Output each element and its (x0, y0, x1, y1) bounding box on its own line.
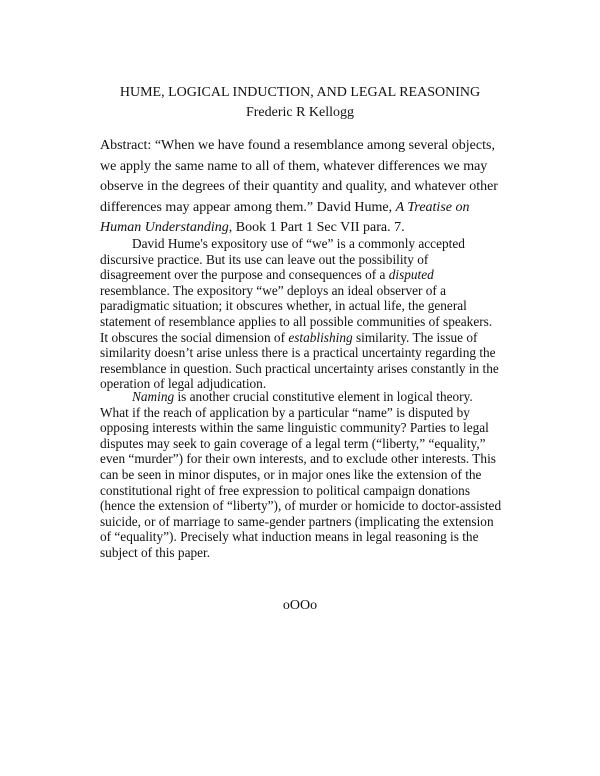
section-end-ornament: oOOo (282, 598, 318, 613)
para1-text-a: David Hume's expository use of “we” is a commonly accepted discursive practice. But its use can leave out the possibility of disagreement over the purpose and consequences of a (100, 236, 465, 283)
para2-emphasis-naming: Naming (132, 389, 175, 404)
para2-text: is another crucial constitutive element in logical theory. What if the reach of application by a particular “name” is disputed by opposing interests within the same linguistic community? Parties to legal disputes may seek to gain coverage of a legal term (“liberty,” “equality,” even “murder”) for their own interests, and to exclude other interests. This can be seen in minor disputes, or in major ones like the extension of the constitutional right of free expression to political campaign donations (hence the extension of “liberty”), of murder or homicide to doctor-assisted suicide, or of marriage to same-gender partners (implicating the extension of “equality”). Precisely what induction means in legal reasoning is the subject of this paper. (100, 389, 502, 560)
para1-emphasis-establishing: establishing (288, 329, 353, 345)
para1-text-c: similarity. The issue of similarity doesn’t arise unless there is a practical uncertainty regarding the resemblance in question. Such practical uncertainty arises constantly in the operation of legal adjudication. (100, 329, 499, 392)
body-paragraph-1 (100, 236, 502, 392)
body-paragraph-2 (100, 389, 502, 561)
abstract-work-title: A Treatise on Human Understanding (100, 199, 470, 235)
paper-title: HUME, LOGICAL INDUCTION, AND LEGAL REASONING (119, 85, 481, 100)
paper-author: Frederic R Kellogg (245, 105, 355, 120)
abstract-citation: , Book 1 Part 1 Sec VII para. 7. (228, 220, 405, 235)
para1-emphasis-disputed: disputed (388, 267, 434, 283)
abstract-paragraph (100, 136, 502, 239)
para1-text-b: resemblance. The expository “we” deploys an ideal observer of a paradigmatic situation; it obscures whether, in actual life, the general statement of resemblance applies to all possible communities of speakers. It obscures the social dimension of (100, 282, 493, 345)
abstract-text: Abstract: “When we have found a resemblance among several objects, we apply the same name to all of them, whatever differences we may observe in the degrees of their quantity and quality, and whatever other differences may appear among them.” David Hume, (100, 138, 498, 215)
